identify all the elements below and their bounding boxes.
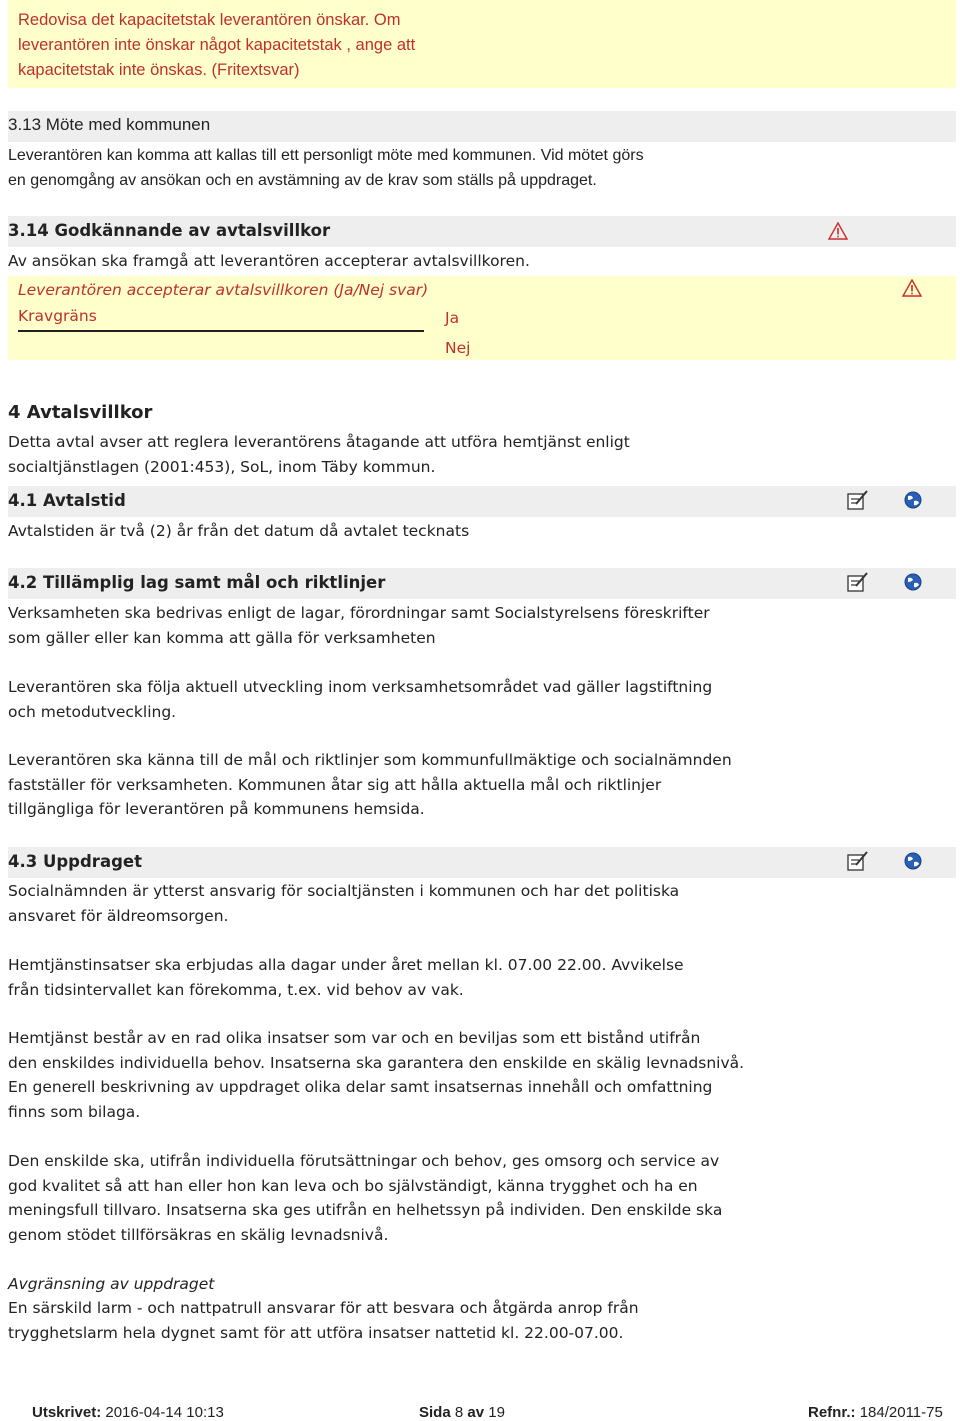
reference-label: Refnr.: bbox=[808, 1404, 856, 1421]
section-4-2-title: 4.2 Tillämplig lag samt mål och riktlinjer bbox=[8, 573, 386, 592]
text-line: tillgängliga för leverantören på kommunens hemsida. bbox=[8, 800, 425, 818]
text-line: Leverantören ska känna till de mål och riktlinjer som kommunfullmäktige och socialnämnden bbox=[8, 751, 732, 769]
section-4-text bbox=[8, 430, 908, 479]
section-4-3-header bbox=[8, 847, 956, 878]
text-line: en genomgång av ansökan och en avstämning av de krav som ställs på uppdraget. bbox=[8, 171, 597, 189]
text-line: trygghetslarm hela dygnet samt för att utföra insatser nattetid kl. 22.00-07.00. bbox=[8, 1323, 624, 1342]
text-line: god kvalitet så att han eller hon kan leva och bo självständigt, känna trygghet och ha en bbox=[8, 1176, 698, 1195]
reference-value: 184/2011-75 bbox=[859, 1404, 943, 1421]
acceptance-question-box bbox=[8, 276, 956, 360]
edit-checklist-icon[interactable] bbox=[847, 851, 869, 871]
capacity-note-line: leverantören inte önskar något kapacitetstak , ange att bbox=[18, 36, 416, 54]
warning-triangle-icon[interactable] bbox=[828, 222, 848, 240]
edit-checklist-icon[interactable] bbox=[847, 572, 869, 592]
page-current: 8 bbox=[454, 1404, 464, 1421]
capacity-note bbox=[18, 8, 415, 83]
edit-checklist-icon[interactable] bbox=[847, 490, 869, 510]
kravgrans-line bbox=[18, 330, 424, 332]
globe-icon[interactable] bbox=[904, 573, 922, 591]
text-line: fastställer för verksamheten. Kommunen åtar sig att hålla aktuella mål och riktlinjer bbox=[8, 775, 662, 794]
globe-icon[interactable] bbox=[904, 852, 922, 870]
page-total: 19 bbox=[488, 1404, 505, 1421]
text-line: Leverantören ska följa aktuell utveckling inom verksamhetsområdet vad gäller lagstiftning bbox=[8, 678, 713, 696]
section-4-3-paragraph-2 bbox=[8, 953, 908, 1002]
delimitation-subheading: Avgränsning av uppdraget bbox=[8, 1275, 215, 1293]
section-4-title: 4 Avtalsvillkor bbox=[8, 402, 153, 423]
page-of-label: av bbox=[467, 1404, 485, 1421]
footer-reference bbox=[808, 1404, 943, 1421]
section-4-1-header bbox=[8, 486, 956, 517]
section-4-2-paragraph-1 bbox=[8, 601, 908, 650]
text-line: Socialnämnden är ytterst ansvarig för socialtjänsten i kommunen och har det politiska bbox=[8, 882, 680, 900]
section-4-3-paragraph-3 bbox=[8, 1026, 908, 1124]
globe-icon[interactable] bbox=[904, 491, 922, 509]
text-line: som gäller eller kan komma att gälla för verksamheten bbox=[8, 628, 436, 647]
text-line: och metodutveckling. bbox=[8, 702, 177, 721]
text-line: från tidsintervallet kan förekomma, t.ex. vid behov av vak. bbox=[8, 980, 464, 999]
text-line: Hemtjänstinsatser ska erbjudas alla dagar under året mellan kl. 07.00 22.00. Avvikelse bbox=[8, 956, 684, 974]
capacity-note-line: Redovisa det kapacitetstak leverantören önskar. Om bbox=[18, 11, 401, 29]
text-line: socialtjänstlagen (2001:453), SoL, inom Täby kommun. bbox=[8, 457, 436, 476]
text-line: ansvaret för äldreomsorgen. bbox=[8, 906, 229, 925]
text-line: Detta avtal avser att reglera leverantörens åtagande att utföra hemtjänst enligt bbox=[8, 433, 630, 451]
text-line: En särskild larm - och nattpatrull ansvarar för att besvara och åtgärda anrop från bbox=[8, 1299, 639, 1317]
capacity-note-line: kapacitetstak inte önskas. (Fritextsvar) bbox=[18, 61, 300, 79]
text-line: Hemtjänst består av en rad olika insatser som var och en beviljas som ett bistånd utifrån bbox=[8, 1029, 701, 1047]
footer-printed bbox=[32, 1404, 224, 1421]
section-4-2-paragraph-3 bbox=[8, 748, 908, 822]
section-4-3-paragraph-4 bbox=[8, 1149, 908, 1247]
printed-value: 2016-04-14 10:13 bbox=[105, 1404, 224, 1421]
section-4-1-title: 4.1 Avtalstid bbox=[8, 491, 126, 510]
printed-label: Utskrivet: bbox=[32, 1404, 102, 1421]
section-4-2-paragraph-2 bbox=[8, 675, 908, 724]
page-label: Sida bbox=[419, 1404, 451, 1421]
text-line: meningsfull tillvaro. Insatserna ska ges utifrån en helhetssyn på individen. Den enskilde ska bbox=[8, 1201, 723, 1219]
section-3-13-title: 3.13 Möte med kommunen bbox=[8, 115, 211, 134]
text-line: den enskildes individuella behov. Insatserna ska garantera den enskilde en skälig levnadsnivå. bbox=[8, 1053, 745, 1072]
text-line: genom stödet tillförsäkras en skälig levnadsnivå. bbox=[8, 1225, 389, 1244]
section-3-13-text bbox=[8, 144, 908, 193]
footer-page-number bbox=[419, 1404, 505, 1421]
section-4-3-title: 4.3 Uppdraget bbox=[8, 852, 142, 871]
acceptance-question: Leverantören accepterar avtalsvillkoren (Ja/Nej svar) bbox=[18, 281, 429, 299]
capacity-note-box bbox=[8, 0, 956, 88]
section-3-14-title: 3.14 Godkännande av avtalsvillkor bbox=[8, 221, 331, 240]
text-line: Leverantören kan komma att kallas till ett personligt möte med kommunen. Vid mötet görs bbox=[8, 147, 644, 164]
answer-option-no[interactable]: Nej bbox=[445, 339, 471, 357]
text-line: En generell beskrivning av uppdraget olika delar samt insatsernas innehåll och omfattning bbox=[8, 1078, 713, 1096]
text-line: finns som bilaga. bbox=[8, 1102, 141, 1121]
section-3-14-text: Av ansökan ska framgå att leverantören accepterar avtalsvillkoren. bbox=[8, 252, 530, 270]
text-line: Den enskilde ska, utifrån individuella förutsättningar och behov, ges omsorg och service av bbox=[8, 1152, 720, 1170]
answer-option-yes[interactable]: Ja bbox=[445, 309, 460, 327]
section-4-3-paragraph-5 bbox=[8, 1296, 908, 1345]
kravgrans-label: Kravgräns bbox=[18, 307, 97, 325]
warning-triangle-icon[interactable] bbox=[902, 279, 922, 297]
section-4-3-paragraph-1 bbox=[8, 879, 908, 928]
text-line: Verksamheten ska bedrivas enligt de lagar, förordningar samt Socialstyrelsens föreskrifter bbox=[8, 604, 710, 622]
section-4-1-text: Avtalstiden är två (2) år från det datum då avtalet tecknats bbox=[8, 522, 470, 540]
